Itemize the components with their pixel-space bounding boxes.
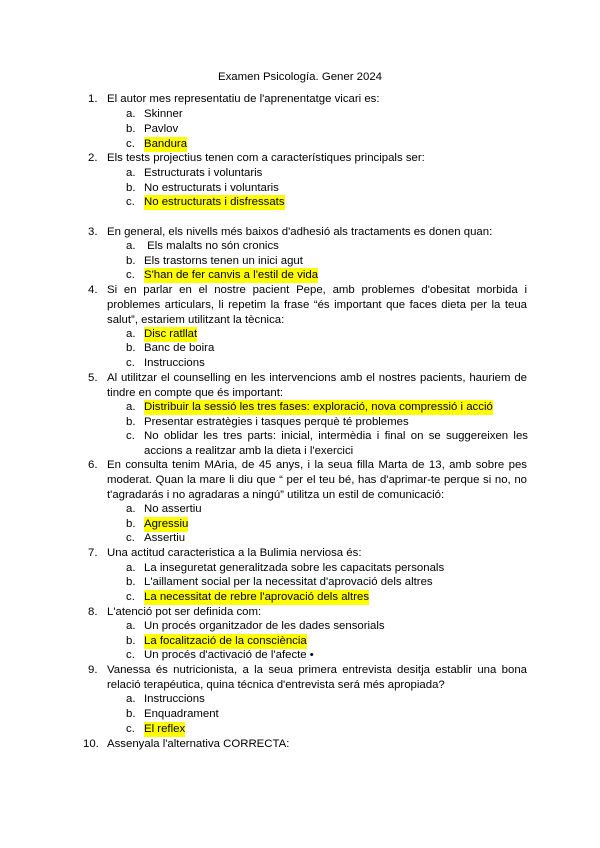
option-text-highlighted: El reflex (144, 723, 186, 735)
question-text: Vanessa és nutricionista, a la seua primera entrevista desitja establir una bona relació terapéutica, quina técnica d'entrevista será més apropiada? (107, 664, 527, 691)
option-text: Instruccions (144, 357, 205, 369)
option-text: Un procés organitzador de les dades sensorials (144, 620, 385, 632)
option-letter: c. (126, 196, 135, 208)
option-letter: b. (126, 416, 136, 428)
option-letter: a. (126, 167, 136, 179)
question-text: En general, els nivells més baixos d'adhesió als tractaments es donen quan: (107, 226, 493, 238)
question-number: 6. (88, 459, 98, 471)
option-text-highlighted: No estructurats i disfressats (144, 196, 285, 208)
question-number: 3. (88, 226, 98, 238)
option-text: Estructurats i voluntaris (144, 167, 263, 179)
option-letter: a. (126, 328, 136, 340)
question-number: 7. (88, 547, 98, 559)
option-letter: a. (126, 401, 136, 413)
option-letter: b. (126, 576, 136, 588)
option-text: Enquadrament (144, 708, 219, 720)
question-number: 8. (88, 606, 98, 618)
option-text-highlighted: Distribuir la sessió les tres fases: exploració, nova compressió i acció (144, 401, 493, 413)
option-text: Els malalts no són cronics (144, 240, 279, 252)
option-text: L'aillament social per la necessitat d'aprovació dels altres (144, 576, 433, 588)
option-letter: c. (126, 269, 135, 281)
option-letter: b. (126, 635, 136, 647)
question-number: 5. (88, 372, 98, 384)
option-letter: a. (126, 693, 136, 705)
option-text: Pavlov (144, 123, 179, 135)
question-text: Assenyala l'alternativa CORRECTA: (107, 738, 290, 750)
option-letter: b. (126, 255, 136, 267)
option-text: La inseguretat generalitzada sobre les capacitats personals (144, 562, 445, 574)
option-text-highlighted: La focalització de la consciència (144, 635, 307, 647)
option-text: No estructurats i voluntaris (144, 182, 279, 194)
question-number: 1. (88, 93, 98, 105)
option-letter: c. (126, 532, 135, 544)
option-letter: c. (126, 138, 135, 150)
option-text: Els trastorns tenen un inici agut (144, 255, 303, 267)
option-letter: b. (126, 123, 136, 135)
question-number: 4. (88, 284, 98, 296)
option-letter: c. (126, 591, 135, 603)
option-text: Skinner (144, 108, 183, 120)
question-text: El autor mes representatiu de l'aprenentatge vicari es: (107, 93, 380, 105)
option-letter: b. (126, 518, 136, 530)
option-text-highlighted: Agressiu (144, 518, 189, 530)
option-letter: a. (126, 108, 136, 120)
question-text: Els tests projectius tenen com a característiques principals ser: (107, 152, 425, 164)
option-text: Assertiu (144, 532, 186, 544)
option-text: No oblidar les tres parts: inicial, intermèdia i final on se suggereixen les accions a realitzar amb la dieta i l'exercici (144, 430, 528, 457)
option-letter: b. (126, 182, 136, 194)
option-letter: c. (126, 649, 135, 661)
document-title: Examen Psicología. Gener 2024 (218, 71, 382, 83)
question-text: Al utilitzar el counselling en les intervencions amb el nostres pacients, hauriem de tindre en compte que és important: (107, 372, 527, 399)
option-text: No assertiu (144, 503, 202, 515)
option-letter: c. (126, 723, 135, 735)
option-text-highlighted: S'han de fer canvis a l'estil de vida (144, 269, 319, 281)
question-number: 2. (88, 152, 98, 164)
option-text: Banc de boira (144, 342, 215, 354)
question-text: En consulta tenim MAria, de 45 anys, i la seua filla Marta de 13, amb sobre pes moderat. Quan la mare li diu que “ per el teu bé, has d'aprimar-te perque si no, no t'agradarás i no agradaras a ningú” utilitza un estil de comunicació: (107, 459, 527, 501)
option-text-highlighted: La necessitat de rebre l'aprovació dels altres (144, 591, 370, 603)
option-text-highlighted: Disc ratllat (144, 328, 198, 340)
question-number: 9. (88, 664, 98, 676)
question-text: Una actitud caracteristica a la Bulimia nerviosa és: (107, 547, 362, 559)
option-text: Un procés d'activació de l'afecte • (144, 649, 314, 661)
question-number: 10. (83, 738, 99, 750)
option-letter: a. (126, 503, 136, 515)
option-letter: a. (126, 240, 136, 252)
option-text-highlighted: Bandura (144, 138, 188, 150)
option-letter: c. (126, 357, 135, 369)
option-letter: a. (126, 620, 136, 632)
option-letter: b. (126, 708, 136, 720)
question-text: Si en parlar en el nostre pacient Pepe, amb problemes d'obesitat morbida i problemes articulars, li repetim la frase “és important que faces dieta per la teua salut”, estariem utilitzant la tècnica: (107, 284, 527, 326)
question-text: L'atenció pot ser definida com: (107, 606, 262, 618)
option-letter: c. (126, 430, 135, 442)
option-letter: b. (126, 342, 136, 354)
option-letter: a. (126, 562, 136, 574)
option-text: Presentar estratègies i tasques perquè té problemes (144, 416, 409, 428)
option-text: Instruccions (144, 693, 205, 705)
